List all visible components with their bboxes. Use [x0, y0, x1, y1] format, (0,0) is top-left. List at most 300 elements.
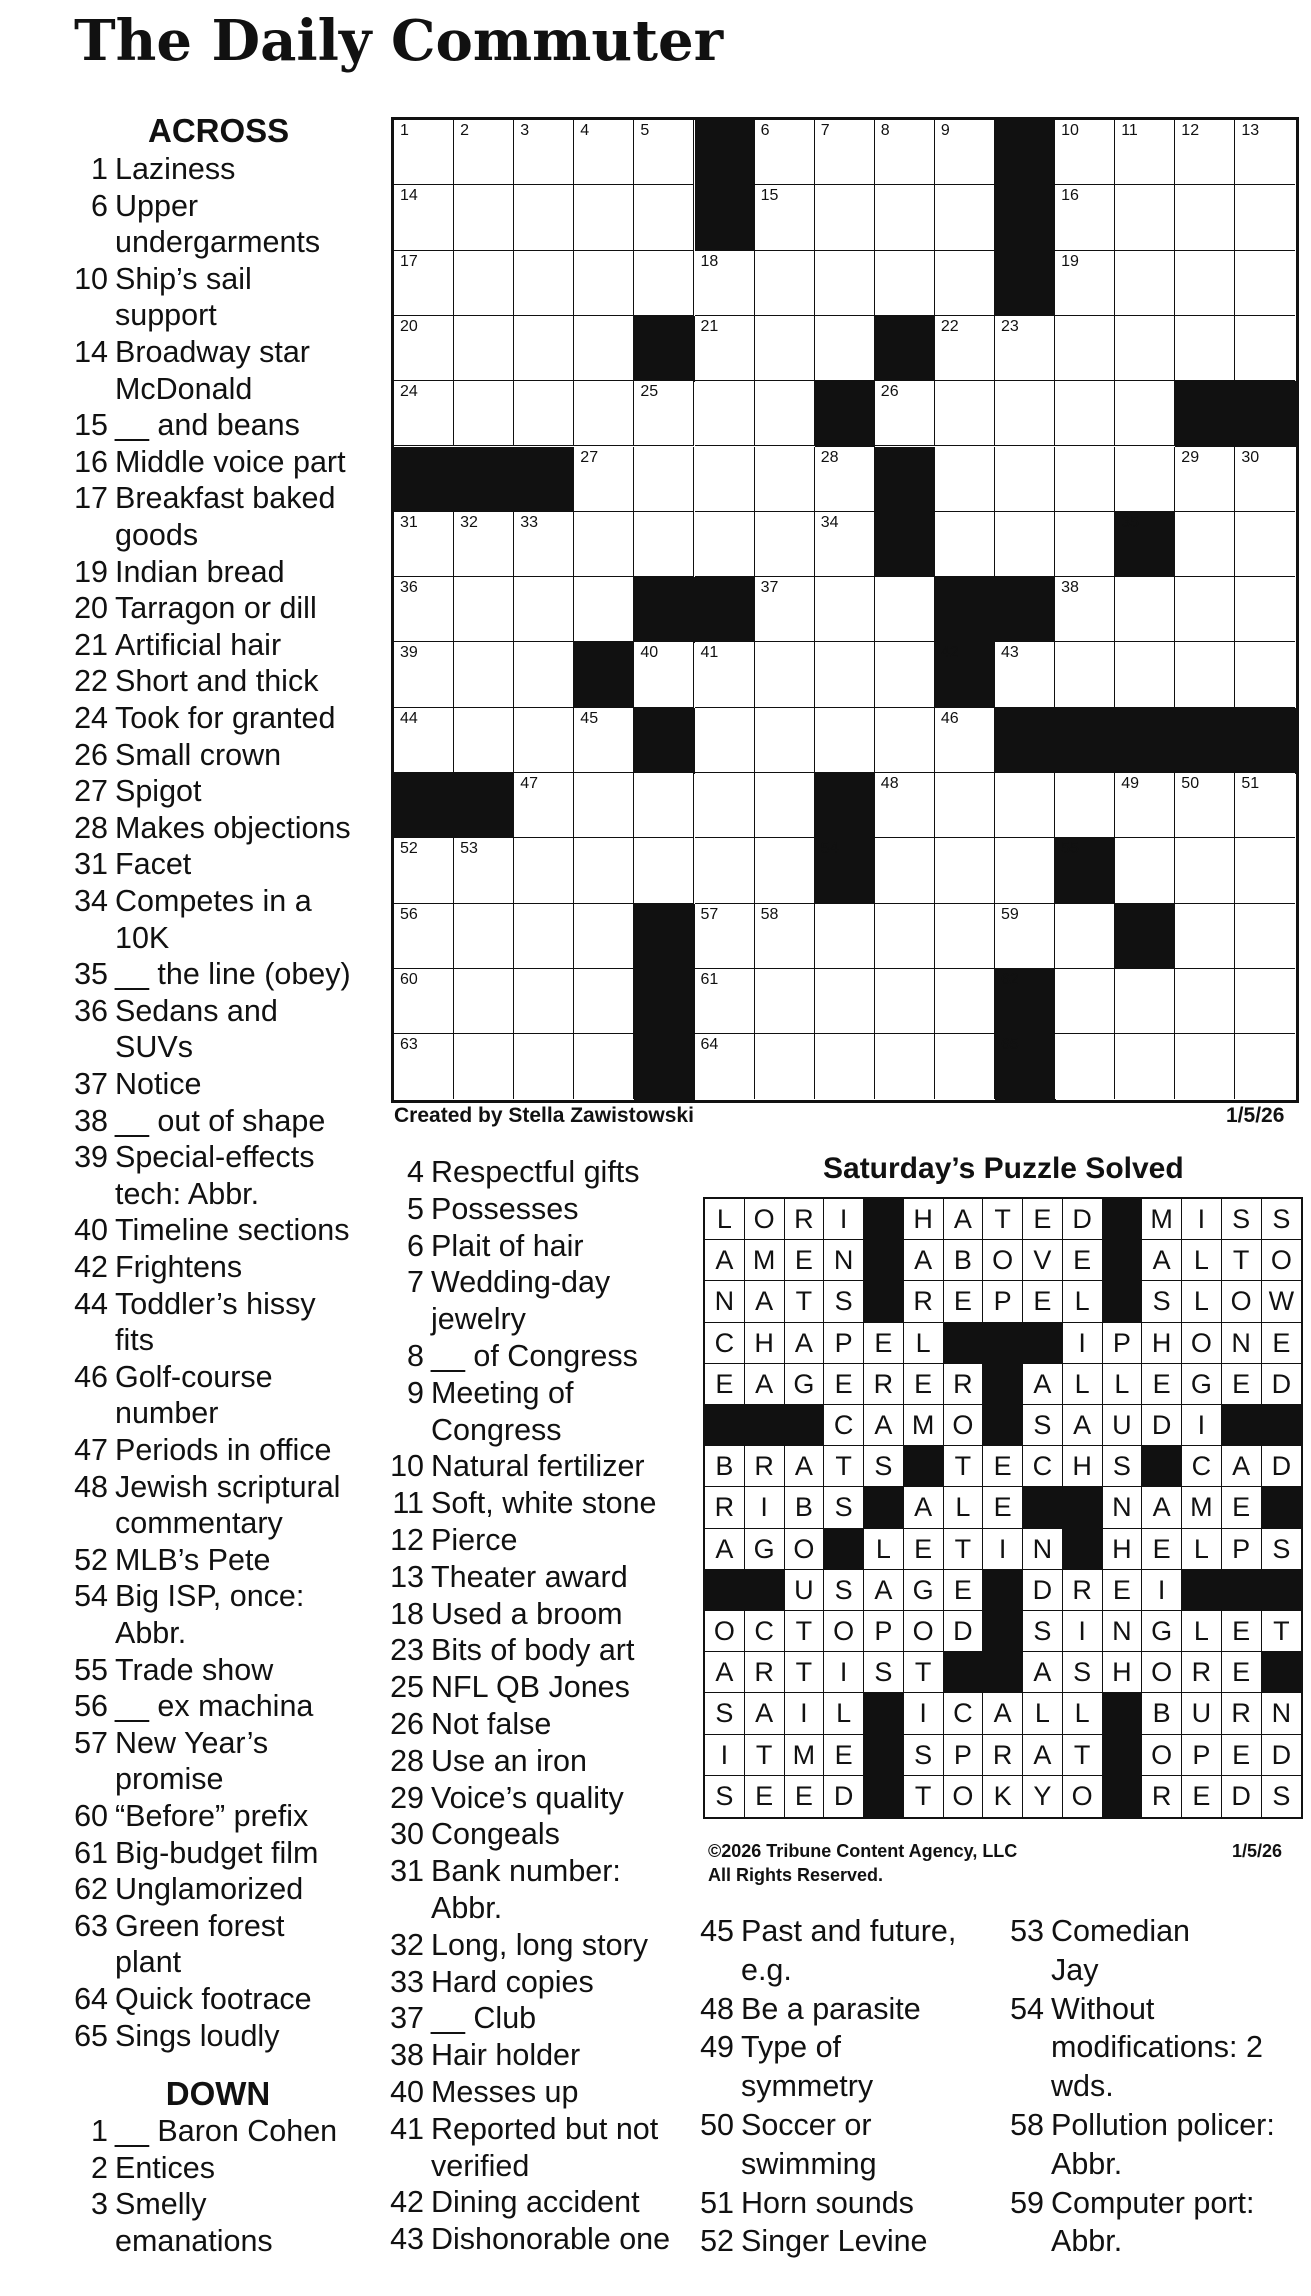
solution-block: [1222, 1405, 1262, 1447]
grid-cell[interactable]: [454, 185, 514, 250]
grid-cell[interactable]: [1055, 316, 1115, 381]
solution-letter: L: [1063, 1364, 1103, 1405]
grid-cell[interactable]: [574, 512, 634, 577]
grid-cell[interactable]: [1055, 381, 1115, 446]
grid-cell[interactable]: [875, 577, 935, 642]
grid-cell[interactable]: [1115, 577, 1175, 642]
grid-cell[interactable]: [1235, 512, 1295, 577]
grid-cell[interactable]: [695, 512, 755, 577]
solution-letter: D: [1262, 1735, 1302, 1776]
grid-cell[interactable]: [1175, 1034, 1235, 1099]
grid-cell[interactable]: [1235, 447, 1295, 512]
grid-cell[interactable]: [995, 838, 1055, 903]
grid-cell[interactable]: [634, 773, 694, 838]
grid-cell[interactable]: [394, 185, 454, 250]
clue-text: Meeting of: [431, 1375, 574, 1410]
clue-text: Smelly: [115, 2187, 207, 2222]
grid-cell[interactable]: [454, 1034, 514, 1099]
grid-cell[interactable]: [815, 251, 875, 316]
solution-letter: P: [824, 1323, 864, 1364]
grid-cell[interactable]: [1235, 904, 1295, 969]
grid-cell[interactable]: [1115, 1034, 1175, 1099]
grid-cell[interactable]: [454, 642, 514, 707]
grid-cell[interactable]: [935, 1034, 995, 1099]
grid-block: [995, 577, 1056, 643]
grid-cell[interactable]: [815, 316, 875, 381]
clue-text: Upper: [115, 188, 199, 223]
cell-number: 56: [400, 905, 418, 923]
cell-number: 62: [1001, 970, 1019, 988]
grid-cell[interactable]: [1055, 512, 1115, 577]
clue-number: 30: [390, 1817, 424, 1852]
grid-cell[interactable]: [514, 251, 574, 316]
cell-number: 52: [400, 840, 418, 858]
grid-cell[interactable]: [935, 251, 995, 316]
clue-text: Pierce: [431, 1523, 518, 1557]
solution-letter: S: [1222, 1199, 1262, 1240]
grid-cell[interactable]: [875, 120, 935, 185]
grid-cell[interactable]: [1235, 577, 1295, 642]
grid-cell[interactable]: [755, 577, 815, 642]
grid-block: [995, 251, 1056, 317]
cell-number: 12: [1181, 122, 1200, 139]
grid-cell[interactable]: [875, 642, 935, 707]
grid-cell[interactable]: [454, 838, 514, 903]
solution-letter: O: [1262, 1240, 1302, 1281]
grid-cell[interactable]: [755, 251, 815, 316]
grid-cell[interactable]: [875, 773, 935, 838]
grid-cell[interactable]: [574, 251, 634, 316]
grid-block: [1235, 708, 1296, 774]
clue-number: 43: [390, 2222, 424, 2257]
grid-cell[interactable]: [394, 642, 454, 707]
grid-cell[interactable]: [1175, 512, 1235, 577]
grid-cell[interactable]: [454, 381, 514, 446]
grid-cell[interactable]: [1175, 316, 1235, 381]
grid-cell[interactable]: [514, 316, 574, 381]
clue-number: 59: [1010, 2185, 1044, 2220]
solution-date: 1/5/26: [1232, 1841, 1283, 1861]
clue-text: Abbr.: [1051, 2146, 1123, 2181]
grid-block: [695, 577, 756, 643]
clue-text: New Year’s: [115, 1725, 269, 1760]
grid-cell[interactable]: [1175, 577, 1235, 642]
grid-cell[interactable]: [995, 512, 1055, 577]
solution-letter: T: [1222, 1240, 1262, 1281]
cell-number: 28: [820, 448, 839, 466]
grid-cell[interactable]: [514, 904, 574, 969]
solution-letter: S: [824, 1487, 864, 1528]
grid-cell[interactable]: [755, 512, 815, 577]
clue-text: Hair holder: [431, 2038, 581, 2073]
grid-cell[interactable]: [394, 838, 454, 903]
cell-number: 6: [760, 122, 770, 139]
clue-text: Used a broom: [431, 1596, 623, 1631]
solution-letter: R: [705, 1487, 745, 1528]
grid-cell[interactable]: [454, 577, 514, 642]
clue-text: Congeals: [431, 1817, 560, 1852]
solution-block: [983, 1611, 1023, 1653]
grid-cell[interactable]: [514, 120, 574, 185]
grid-cell[interactable]: [394, 316, 454, 381]
grid-cell[interactable]: [695, 773, 755, 838]
grid-cell[interactable]: [935, 120, 995, 185]
grid-cell[interactable]: [574, 904, 634, 969]
clue-text: Makes objections: [115, 810, 351, 845]
grid-cell[interactable]: [695, 381, 755, 446]
clue-text: Pollution policer:: [1051, 2108, 1275, 2142]
grid-cell[interactable]: [1055, 577, 1115, 642]
grid-cell[interactable]: [1115, 642, 1175, 707]
solution-letter: I: [1182, 1199, 1222, 1240]
cell-number: 11: [1121, 122, 1138, 139]
grid-cell[interactable]: [935, 708, 995, 773]
grid-cell[interactable]: [1235, 773, 1295, 838]
grid-cell[interactable]: [695, 708, 755, 773]
clue-text: Big-budget film: [115, 1835, 319, 1870]
cell-number: 16: [1061, 187, 1079, 205]
grid-cell[interactable]: [514, 969, 574, 1034]
grid-cell[interactable]: [875, 1034, 935, 1099]
cell-number: 24: [400, 383, 418, 401]
solution-letter: N: [824, 1240, 864, 1281]
grid-cell[interactable]: [514, 1034, 574, 1099]
grid-cell[interactable]: [1235, 120, 1295, 185]
clue-number: 15: [74, 408, 108, 443]
grid-cell[interactable]: [514, 185, 574, 250]
grid-cell[interactable]: [574, 708, 634, 773]
grid-cell[interactable]: [695, 316, 755, 381]
grid-cell[interactable]: [1235, 316, 1295, 381]
clue-text: Abbr.: [1051, 2224, 1123, 2259]
grid-cell[interactable]: [755, 773, 815, 838]
grid-cell[interactable]: [394, 577, 454, 642]
clue-text: Took for granted: [115, 701, 336, 735]
grid-cell[interactable]: [574, 577, 634, 642]
grid-cell[interactable]: [514, 381, 574, 446]
grid-cell[interactable]: [1175, 251, 1235, 316]
grid-cell[interactable]: [1115, 838, 1175, 903]
grid-cell[interactable]: [875, 838, 935, 903]
grid-cell[interactable]: [1115, 251, 1175, 316]
grid-cell[interactable]: [394, 969, 454, 1034]
grid-cell[interactable]: [1175, 838, 1235, 903]
grid-cell[interactable]: [875, 708, 935, 773]
solution-letter: U: [785, 1570, 825, 1611]
grid-cell[interactable]: [815, 185, 875, 250]
solution-block: [1142, 1446, 1182, 1488]
grid-cell[interactable]: [394, 904, 454, 969]
grid-cell[interactable]: [1115, 773, 1175, 838]
clue-text: Broadway star: [115, 335, 310, 369]
grid-cell[interactable]: [875, 185, 935, 250]
grid-cell[interactable]: [815, 120, 875, 185]
grid-cell[interactable]: [574, 185, 634, 250]
solution-letter: M: [785, 1735, 825, 1776]
solution-letter: A: [864, 1405, 904, 1446]
solution-letter: U: [1103, 1405, 1143, 1446]
grid-cell[interactable]: [574, 316, 634, 381]
grid-cell[interactable]: [1235, 251, 1295, 316]
grid-cell[interactable]: [935, 904, 995, 969]
grid-cell[interactable]: [755, 838, 815, 903]
grid-cell[interactable]: [875, 381, 935, 446]
grid-cell[interactable]: [1235, 838, 1295, 903]
grid-block: [1115, 904, 1176, 970]
solution-block: [1103, 1281, 1143, 1323]
grid-cell[interactable]: [875, 969, 935, 1034]
clue-number: 9: [407, 1375, 424, 1410]
solution-letter: S: [824, 1570, 864, 1611]
grid-cell[interactable]: [1235, 185, 1295, 250]
grid-cell[interactable]: [1175, 447, 1235, 512]
clue-text: promise: [115, 1762, 224, 1797]
grid-cell[interactable]: [755, 708, 815, 773]
grid-block: [935, 642, 996, 708]
grid-cell[interactable]: [1235, 642, 1295, 707]
clue-text: Long, long story: [431, 1927, 649, 1962]
grid-cell[interactable]: [1235, 969, 1295, 1034]
cell-number: 22: [940, 317, 959, 335]
clue-text: Sings loudly: [115, 2018, 280, 2053]
cell-number: 49: [1121, 775, 1139, 792]
clue-text: Messes up: [431, 2075, 579, 2109]
grid-cell[interactable]: [1115, 447, 1175, 512]
solution-letter: O: [944, 1405, 984, 1446]
solution-letter: A: [705, 1529, 745, 1570]
clue-number: 4: [407, 1155, 424, 1189]
clue-text: Plait of hair: [431, 1228, 584, 1263]
grid-cell[interactable]: [695, 1034, 755, 1099]
solution-letter: U: [1182, 1693, 1222, 1734]
clue-number: 28: [74, 810, 108, 845]
solution-letter: I: [785, 1693, 825, 1734]
solution-block: [1103, 1240, 1143, 1282]
cell-number: 14: [400, 187, 418, 205]
grid-cell[interactable]: [755, 447, 815, 512]
grid-cell[interactable]: [935, 316, 995, 381]
grid-block: [995, 185, 1056, 251]
clue-text: fits: [115, 1323, 154, 1358]
grid-cell[interactable]: [935, 838, 995, 903]
solution-letter: A: [1023, 1652, 1063, 1693]
solution-letter: N: [705, 1281, 745, 1322]
grid-cell[interactable]: [1175, 969, 1235, 1034]
solution-letter: T: [904, 1776, 944, 1817]
grid-cell[interactable]: [454, 969, 514, 1034]
grid-cell[interactable]: [574, 381, 634, 446]
clue-number: 61: [74, 1835, 108, 1870]
grid-cell[interactable]: [574, 773, 634, 838]
grid-cell[interactable]: [755, 316, 815, 381]
grid-cell[interactable]: [634, 185, 694, 250]
grid-cell[interactable]: [394, 708, 454, 773]
grid-cell[interactable]: [514, 838, 574, 903]
grid-cell[interactable]: [695, 969, 755, 1034]
grid-cell[interactable]: [574, 447, 634, 512]
clue-number: 12: [390, 1523, 424, 1557]
grid-cell[interactable]: [815, 512, 875, 577]
grid-cell[interactable]: [815, 904, 875, 969]
grid-cell[interactable]: [514, 708, 574, 773]
solution-block: [864, 1199, 904, 1241]
grid-cell[interactable]: [1115, 185, 1175, 250]
grid-cell[interactable]: [1115, 969, 1175, 1034]
grid-cell[interactable]: [875, 251, 935, 316]
clue-text: Competes in a: [115, 884, 312, 918]
solution-letter: T: [745, 1735, 785, 1776]
grid-cell[interactable]: [1175, 642, 1235, 707]
grid-cell[interactable]: [815, 642, 875, 707]
grid-cell[interactable]: [514, 773, 574, 838]
grid-cell[interactable]: [1175, 773, 1235, 838]
grid-cell[interactable]: [755, 969, 815, 1034]
solution-letter: L: [1182, 1240, 1222, 1281]
clue-number: 63: [74, 1908, 108, 1943]
clue-text: Green forest: [115, 1908, 285, 1943]
grid-cell[interactable]: [634, 251, 694, 316]
clue-number: 14: [74, 335, 108, 369]
grid-cell[interactable]: [695, 904, 755, 969]
clue-text: Soccer or: [741, 2108, 872, 2142]
solution-block: [983, 1323, 1023, 1365]
grid-cell[interactable]: [1175, 185, 1235, 250]
solution-letter: E: [1222, 1611, 1262, 1652]
grid-cell[interactable]: [935, 969, 995, 1034]
grid-cell[interactable]: [454, 904, 514, 969]
grid-cell[interactable]: [755, 1034, 815, 1099]
grid-cell[interactable]: [454, 120, 514, 185]
grid-cell[interactable]: [574, 969, 634, 1034]
grid-cell[interactable]: [634, 447, 694, 512]
clue-text: Bank number:: [431, 1854, 621, 1889]
grid-cell[interactable]: [1055, 969, 1115, 1034]
grid-cell[interactable]: [394, 1034, 454, 1099]
grid-cell[interactable]: [815, 708, 875, 773]
grid-cell[interactable]: [634, 838, 694, 903]
solution-letter: D: [944, 1611, 984, 1652]
grid-cell[interactable]: [695, 838, 755, 903]
solution-letter: A: [904, 1240, 944, 1281]
grid-cell[interactable]: [634, 512, 694, 577]
grid-cell[interactable]: [394, 251, 454, 316]
clue-number: 34: [74, 884, 108, 918]
grid-cell[interactable]: [755, 381, 815, 446]
clue-text: Sedans and: [115, 993, 278, 1028]
grid-cell[interactable]: [1235, 1034, 1295, 1099]
grid-cell[interactable]: [695, 642, 755, 707]
solution-block: [1103, 1735, 1143, 1777]
grid-cell[interactable]: [1115, 316, 1175, 381]
grid-cell[interactable]: [394, 381, 454, 446]
grid-cell[interactable]: [394, 120, 454, 185]
solution-block: [1103, 1199, 1143, 1241]
grid-cell[interactable]: [454, 316, 514, 381]
grid-cell[interactable]: [995, 904, 1055, 969]
clue-text: McDonald: [115, 371, 253, 406]
grid-cell[interactable]: [995, 381, 1055, 446]
grid-cell[interactable]: [1055, 185, 1115, 250]
grid-cell[interactable]: [1055, 642, 1115, 707]
grid-cell[interactable]: [815, 1034, 875, 1099]
solution-letter: S: [864, 1446, 904, 1487]
grid-cell[interactable]: [1115, 381, 1175, 446]
grid-cell[interactable]: [1055, 251, 1115, 316]
cell-number: 61: [700, 970, 719, 988]
grid-cell[interactable]: [1055, 904, 1115, 969]
grid-cell[interactable]: [1175, 904, 1235, 969]
grid-cell[interactable]: [454, 512, 514, 577]
grid-cell[interactable]: [695, 251, 755, 316]
grid-cell[interactable]: [1055, 120, 1115, 185]
grid-cell[interactable]: [695, 447, 755, 512]
grid-cell[interactable]: [815, 969, 875, 1034]
clue-number: 41: [390, 2111, 424, 2146]
clue-text: Jay: [1051, 1952, 1099, 1987]
clue-text: Toddler’s hissy: [115, 1286, 316, 1321]
grid-cell[interactable]: [755, 185, 815, 250]
grid-cell[interactable]: [995, 447, 1055, 512]
grid-cell[interactable]: [755, 120, 815, 185]
grid-cell[interactable]: [995, 316, 1055, 381]
grid-cell[interactable]: [1055, 1034, 1115, 1099]
grid-cell[interactable]: [1115, 120, 1175, 185]
clue-number: 32: [390, 1927, 424, 1962]
grid-cell[interactable]: [755, 904, 815, 969]
grid-cell[interactable]: [995, 773, 1055, 838]
grid-cell[interactable]: [935, 185, 995, 250]
grid-cell[interactable]: [935, 381, 995, 446]
grid-cell[interactable]: [935, 447, 995, 512]
grid-cell[interactable]: [1175, 120, 1235, 185]
grid-cell[interactable]: [454, 708, 514, 773]
grid-cell[interactable]: [815, 577, 875, 642]
solution-letter: O: [944, 1776, 984, 1817]
grid-cell[interactable]: [394, 512, 454, 577]
grid-cell[interactable]: [574, 120, 634, 185]
solution-letter: K: [983, 1776, 1023, 1817]
grid-block: [815, 381, 876, 447]
grid-cell[interactable]: [1055, 773, 1115, 838]
grid-cell[interactable]: [634, 642, 694, 707]
grid-cell[interactable]: [815, 447, 875, 512]
grid-cell[interactable]: [634, 120, 694, 185]
clue-number: 26: [74, 737, 108, 772]
clue-text: Ship’s sail: [115, 261, 252, 296]
cell-number: 27: [580, 448, 599, 466]
grid-cell[interactable]: [454, 251, 514, 316]
clue-text: Dishonorable one: [431, 2222, 671, 2257]
grid-cell[interactable]: [634, 381, 694, 446]
puzzle-date: 1/5/26: [1226, 1104, 1285, 1127]
grid-cell[interactable]: [995, 642, 1055, 707]
cell-number: 54: [820, 840, 839, 858]
grid-cell[interactable]: [574, 1034, 634, 1099]
grid-cell[interactable]: [514, 577, 574, 642]
solution-letter: L: [1103, 1364, 1143, 1405]
grid-block: [935, 577, 996, 643]
grid-cell[interactable]: [935, 512, 995, 577]
grid-cell[interactable]: [574, 838, 634, 903]
grid-cell[interactable]: [1055, 447, 1115, 512]
grid-cell[interactable]: [875, 904, 935, 969]
grid-cell[interactable]: [514, 642, 574, 707]
clue-text: Comedian: [1051, 1914, 1191, 1948]
grid-cell[interactable]: [755, 642, 815, 707]
grid-cell[interactable]: [514, 512, 574, 577]
solution-letter: O: [904, 1611, 944, 1652]
grid-cell[interactable]: [935, 773, 995, 838]
